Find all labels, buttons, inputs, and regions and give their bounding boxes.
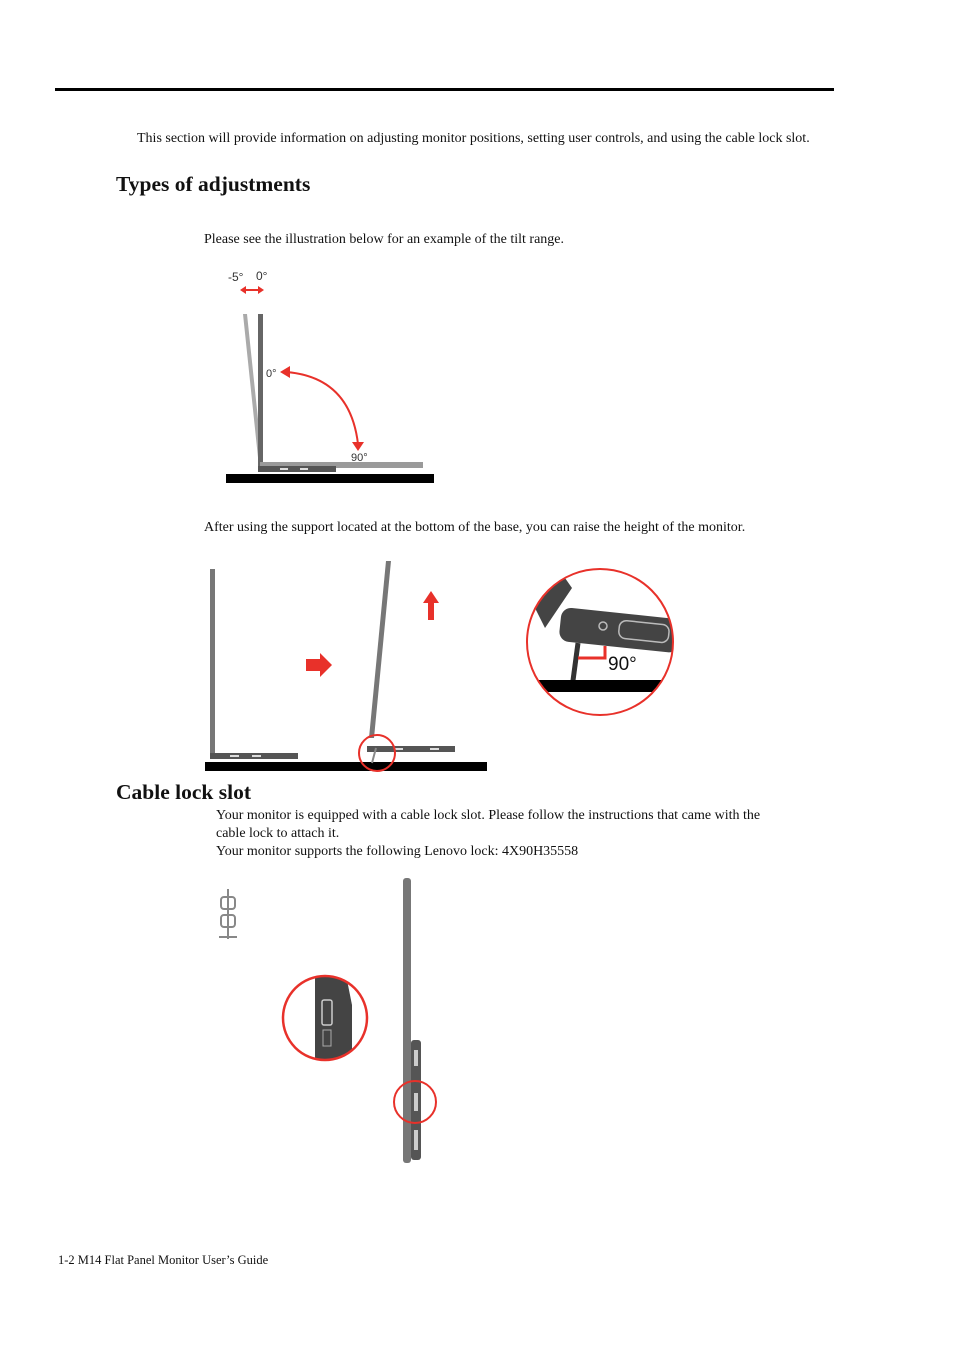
arrow-right-icon <box>306 653 332 677</box>
monitor-raised <box>369 561 391 738</box>
zoom-label-ninety: 90° <box>608 654 637 675</box>
cable-lock-line-1: Your monitor is equipped with a cable lock slot. Please follow the instructions that came with the <box>216 808 761 823</box>
header-rule <box>55 88 834 91</box>
tilt-monitor-upright <box>258 314 263 466</box>
cable-lock-line-2: cable lock to attach it. <box>216 826 340 841</box>
tilt-label-minus5: -5° <box>228 270 244 284</box>
cable-lock-line-3: Your monitor supports the following Lenovo lock: 4X90H35558 <box>216 844 579 859</box>
tilt-desk-surface <box>226 474 434 483</box>
tilt-label-ninety: 90° <box>351 452 368 464</box>
lock-slot-zoom <box>280 970 370 1070</box>
cable-lock-illustration <box>210 875 450 1175</box>
tilt-arc-arrow <box>286 372 358 444</box>
intro-paragraph: This section will provide information on adjusting monitor positions, setting user controls, and using the cable lock slot. <box>137 131 810 146</box>
monitor-lowered <box>210 569 215 757</box>
arrow-up-icon <box>423 591 439 620</box>
kickstand-zoom-detail <box>520 558 681 728</box>
tilt-range-illustration <box>220 262 440 487</box>
heading-cable-lock-slot: Cable lock slot <box>116 780 251 804</box>
tilt-base <box>258 466 336 472</box>
height-adjust-text: After using the support located at the bottom of the base, you can raise the height of the monitor. <box>204 520 746 535</box>
lock-symbol-icon <box>219 889 237 939</box>
height-adjust-illustration <box>200 558 680 773</box>
tilt-range-text: Please see the illustration below for an example of the tilt range. <box>204 232 564 247</box>
tilt-label-zero-arc: 0° <box>266 368 277 380</box>
height-desk-surface <box>205 762 487 771</box>
monitor-raised-base <box>367 746 455 752</box>
tilt-label-zero-top: 0° <box>256 269 268 283</box>
heading-types-of-adjustments: Types of adjustments <box>116 172 311 196</box>
page-footer: 1-2 M14 Flat Panel Monitor User’s Guide <box>58 1253 269 1267</box>
